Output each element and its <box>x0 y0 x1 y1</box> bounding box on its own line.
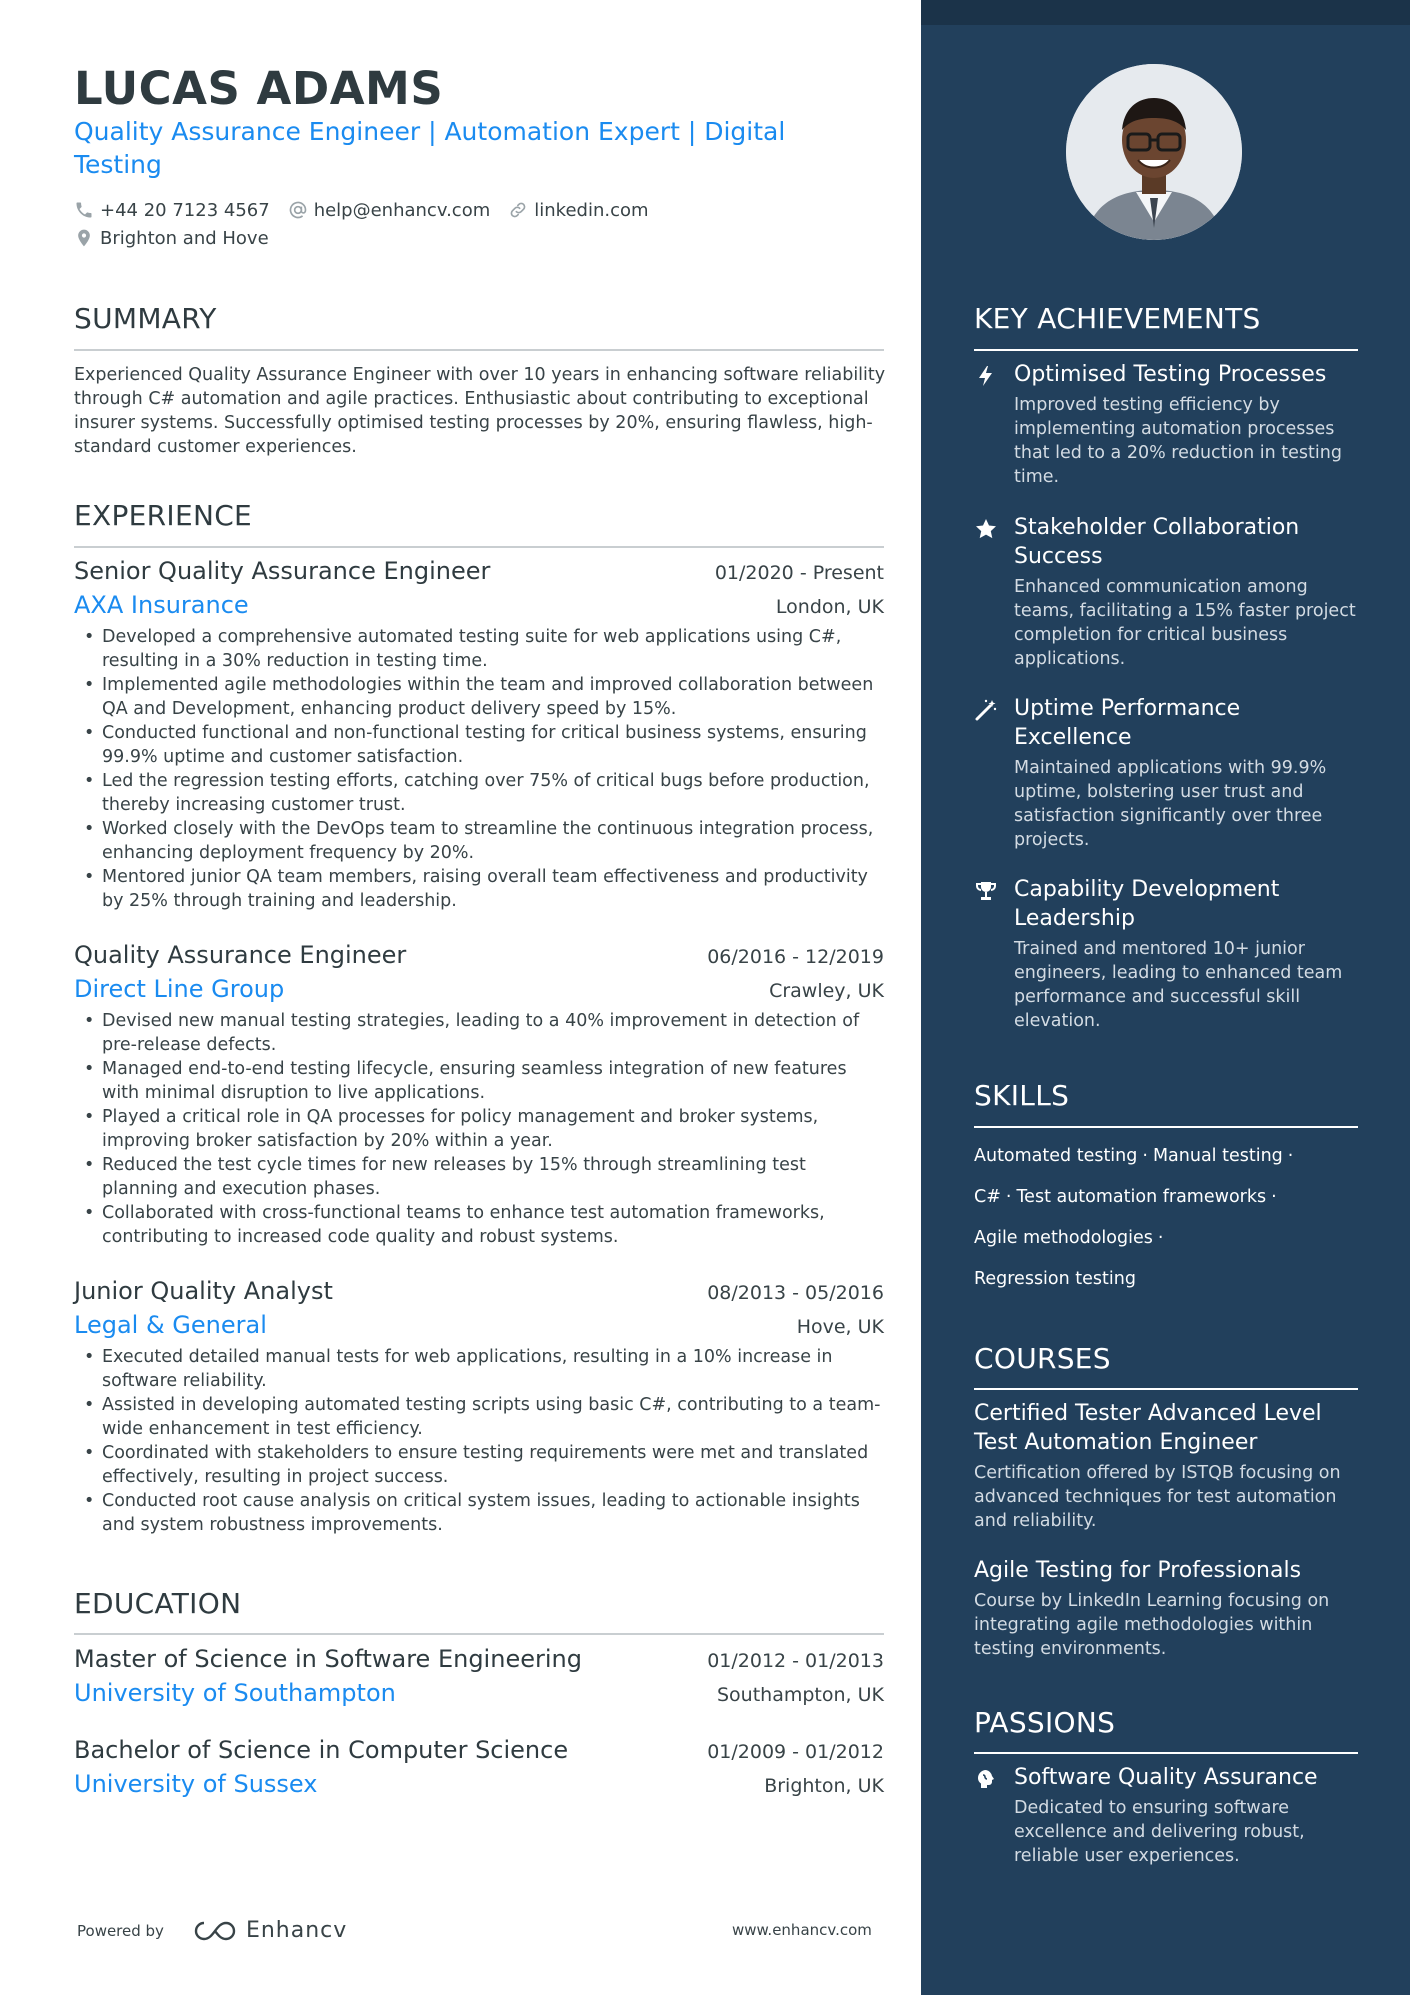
enhancv-mark-icon <box>192 1919 238 1943</box>
enhancv-logo[interactable] <box>192 1918 347 1943</box>
achievement-description: Trained and mentored 10+ junior engineers, leading to enhanced team performance and successful skill elevation. <box>1014 939 1343 1031</box>
degree-title: Bachelor of Science in Computer Science <box>74 1736 569 1764</box>
bullet-item: • Conducted functional and non-functional testing for critical business systems, ensuring 99.9% uptime and customer satisfaction. <box>74 721 884 769</box>
link-icon <box>508 200 528 220</box>
headline: Quality Assurance Engineer | Automation Expert | Digital Testing <box>74 117 786 179</box>
trophy-icon <box>974 879 998 903</box>
bullet-item: • Devised new manual testing strategies, leading to a 40% improvement in detection of pre-release defects. <box>74 1009 884 1057</box>
education-entry <box>74 1645 884 1707</box>
phone-icon <box>74 200 94 220</box>
achievement-item <box>974 360 1364 489</box>
experience-divider <box>74 546 884 548</box>
company-name[interactable]: Direct Line Group <box>74 975 285 1003</box>
job-location: Hove, UK <box>796 1316 884 1338</box>
bolt-icon <box>974 364 998 388</box>
course-description: Certification offered by ISTQB focusing on advanced techniques for test automation and reliability. <box>974 1463 1341 1531</box>
school-location: Southampton, UK <box>717 1684 884 1706</box>
course-item <box>974 1399 1364 1533</box>
powered-by <box>77 1918 347 1943</box>
location-text: Brighton and Hove <box>100 227 269 249</box>
skills-divider <box>974 1126 1358 1128</box>
bullet-item: • Worked closely with the DevOps team to streamline the continuous integration process, enhancing deployment frequency by 20%. <box>74 817 884 865</box>
magic-wand-icon <box>974 698 998 722</box>
bullet-item: • Assisted in developing automated testing scripts using basic C#, contributing to a team-wide enhancement in test efficiency. <box>74 1393 884 1441</box>
avatar-illustration <box>1066 64 1242 240</box>
bullet-item: • Conducted root cause analysis on critical system issues, leading to actionable insights and system robustness improvements. <box>74 1489 884 1537</box>
bullet-item: • Developed a comprehensive automated testing suite for web applications using C#, resulting in a 30% reduction in testing time. <box>74 625 884 673</box>
bullet-item: • Reduced the test cycle times for new releases by 15% through streamlining test planning and execution phases. <box>74 1153 884 1201</box>
achievement-description: Enhanced communication among teams, facilitating a 15% faster project completion for critical business applications. <box>1014 577 1356 669</box>
achievement-title: Optimised Testing Processes <box>1014 362 1327 387</box>
skill-tag: Automated testing <box>974 1145 1138 1166</box>
job-title: Quality Assurance Engineer <box>74 941 407 969</box>
bullet-item: • Mentored junior QA team members, raising overall team effectiveness and productivity by 25% through training and leadership. <box>74 865 884 913</box>
passions-heading: PASSIONS <box>974 1706 1116 1739</box>
job-location: Crawley, UK <box>769 980 884 1002</box>
linkedin-text: linkedin.com <box>534 199 649 221</box>
bullet-item: • Led the regression testing efforts, catching over 75% of critical bugs before production, thereby increasing customer trust. <box>74 769 884 817</box>
achievements-heading: KEY ACHIEVEMENTS <box>974 302 1261 335</box>
achievement-description: Maintained applications with 99.9% uptime, bolstering user trust and satisfaction significantly over three projects. <box>1014 758 1327 850</box>
email-text: help@enhancv.com <box>313 199 491 221</box>
passion-title: Software Quality Assurance <box>1014 1765 1318 1790</box>
job-date: 01/2020 - Present <box>714 562 884 584</box>
skills-heading: SKILLS <box>974 1079 1070 1112</box>
achievement-title: Capability Development Leadership <box>1014 877 1280 931</box>
email-contact[interactable] <box>288 197 491 223</box>
brain-icon <box>974 1767 998 1791</box>
degree-title: Master of Science in Software Engineering <box>74 1645 582 1673</box>
skills-list: Automated testing · Manual testing · C# · Test automation frameworks · Agile methodologies · Regression testing <box>974 1145 1294 1289</box>
sidebar-top-bar <box>921 0 1410 25</box>
at-icon <box>288 200 308 220</box>
achievement-title: Uptime Performance Excellence <box>1014 696 1241 750</box>
website-link[interactable]: www.enhancv.com <box>732 1921 872 1939</box>
experience-entry <box>74 941 884 1249</box>
bullet-item: • Implemented agile methodologies within the team and improved collaboration between QA and Development, enhancing product delivery speed by 15%. <box>74 673 884 721</box>
skill-tag: Manual testing <box>1152 1145 1283 1166</box>
course-title: Agile Testing for Professionals <box>974 1558 1302 1583</box>
school-name[interactable]: University of Sussex <box>74 1770 318 1798</box>
skill-tag: Test automation frameworks <box>1016 1186 1267 1207</box>
bullet-item: • Coordinated with stakeholders to ensure testing requirements were met and translated effectively, resulting in project success. <box>74 1441 884 1489</box>
contact-info <box>74 196 874 252</box>
candidate-name: LUCAS ADAMS <box>74 62 444 115</box>
education-heading: EDUCATION <box>74 1587 242 1620</box>
achievement-description: Improved testing efficiency by implementing automation processes that led to a 20% reduction in testing time. <box>1014 395 1342 487</box>
course-description: Course by LinkedIn Learning focusing on integrating agile methodologies within testing environments. <box>974 1591 1330 1659</box>
summary-divider <box>74 349 884 351</box>
phone-text: +44 20 7123 4567 <box>100 199 270 221</box>
course-item <box>974 1556 1364 1661</box>
job-date: 08/2013 - 05/2016 <box>707 1282 884 1304</box>
achievements-divider <box>974 349 1358 351</box>
company-name[interactable]: Legal & General <box>74 1311 267 1339</box>
courses-divider <box>974 1388 1358 1390</box>
experience-entry <box>74 1277 884 1537</box>
experience-heading: EXPERIENCE <box>74 499 253 532</box>
job-title: Junior Quality Analyst <box>74 1277 333 1305</box>
achievement-title: Stakeholder Collaboration Success <box>1014 515 1300 569</box>
summary-heading: SUMMARY <box>74 302 217 335</box>
passion-item <box>974 1763 1364 1868</box>
profile-photo <box>1066 64 1242 240</box>
course-title: Certified Tester Advanced Level Test Automation Engineer <box>974 1401 1322 1455</box>
courses-heading: COURSES <box>974 1342 1111 1375</box>
location-contact <box>74 225 269 251</box>
job-location: London, UK <box>775 596 884 618</box>
job-bullets <box>74 1345 884 1537</box>
enhancv-brand-text: Enhancv <box>245 1918 348 1943</box>
passions-divider <box>974 1752 1358 1754</box>
skill-tag: Agile methodologies <box>974 1227 1153 1248</box>
school-location: Brighton, UK <box>764 1775 884 1797</box>
education-entry <box>74 1736 884 1798</box>
sidebar <box>921 0 1410 1995</box>
company-name[interactable]: AXA Insurance <box>74 591 249 619</box>
bullet-item: • Executed detailed manual tests for web applications, resulting in a 10% increase in software reliability. <box>74 1345 884 1393</box>
job-title: Senior Quality Assurance Engineer <box>74 557 491 585</box>
phone-contact[interactable] <box>74 197 270 223</box>
experience-entry <box>74 557 884 913</box>
achievement-item <box>974 513 1364 671</box>
passion-description: Dedicated to ensuring software excellence and delivering robust, reliable user experiences. <box>1014 1798 1305 1866</box>
summary-text: Experienced Quality Assurance Engineer with over 10 years in enhancing software reliability through C# automation and agile practices. Enthusiastic about contributing to exceptional insurer systems. Successfully optimised testing processes by 20%, ensuring flawless, high-standard customer experiences. <box>74 365 886 457</box>
linkedin-contact[interactable] <box>508 197 648 223</box>
bullet-item: • Played a critical role in QA processes for policy management and broker systems, improving broker satisfaction by 20% within a year. <box>74 1105 884 1153</box>
education-divider <box>74 1633 884 1635</box>
bullet-item: • Collaborated with cross-functional teams to enhance test automation frameworks, contributing to increased code quality and robust systems. <box>74 1201 884 1249</box>
education-date: 01/2012 - 01/2013 <box>707 1650 884 1672</box>
achievement-item <box>974 875 1364 1033</box>
star-icon <box>974 517 998 541</box>
skill-tag: Regression testing <box>974 1268 1136 1289</box>
achievement-item <box>974 694 1364 852</box>
job-bullets <box>74 1009 884 1249</box>
school-name[interactable]: University of Southampton <box>74 1679 396 1707</box>
location-pin-icon <box>74 228 94 248</box>
job-bullets <box>74 625 884 913</box>
powered-by-label: Powered by <box>77 1921 164 1940</box>
bullet-item: • Managed end-to-end testing lifecycle, ensuring seamless integration of new features with minimal disruption to live applications. <box>74 1057 884 1105</box>
education-date: 01/2009 - 01/2012 <box>707 1741 884 1763</box>
job-date: 06/2016 - 12/2019 <box>707 946 884 968</box>
skill-tag: C# <box>974 1186 1001 1207</box>
